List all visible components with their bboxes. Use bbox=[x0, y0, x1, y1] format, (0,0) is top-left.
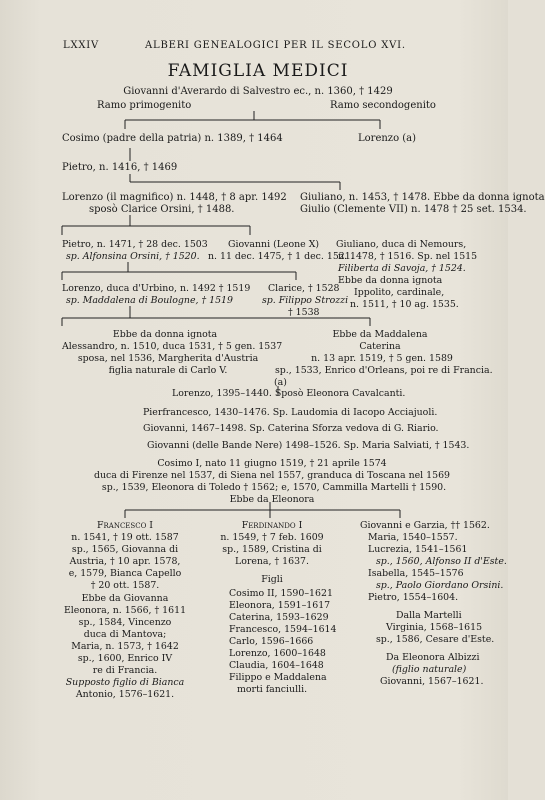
francesco-line10: duca di Mantova; bbox=[83, 629, 167, 640]
caterina-line4: sp., 1533, Enrico d'Orleans, poi re di Francia. bbox=[275, 365, 493, 376]
others-line10: sp., 1586, Cesare d'Este. bbox=[376, 634, 495, 645]
alessandro-line1: Ebbe da donna ignota bbox=[112, 329, 218, 340]
cosimo-i-line3: sp., 1539, Eleonora di Toledo † 1562; e, 1570, Cammilla Martelli † 1590. bbox=[101, 482, 447, 493]
alessandro-line4: figlia naturale di Carlo V. bbox=[108, 365, 228, 376]
others-line7: Pietro, 1554–1604. bbox=[368, 592, 459, 603]
nemours-line6: n. 1511, † 10 ag. 1535. bbox=[350, 299, 459, 310]
francesco-line7: Ebbe da Giovanna bbox=[81, 593, 169, 604]
lorenzo-a: Lorenzo (a) bbox=[358, 133, 417, 144]
piero-unfortunate-line1: Pietro, n. 1471, † 28 dec. 1503 bbox=[62, 239, 208, 250]
francesco-line6: † 20 ott. 1587. bbox=[90, 580, 160, 591]
ferdinando-line8: Caterina, 1593–1629 bbox=[229, 612, 329, 623]
others-line3: Lucrezia, 1541–1561 bbox=[368, 544, 468, 555]
caterina-line1: Ebbe da Maddalena bbox=[332, 329, 428, 340]
lorenzo-magnifico-line1: Lorenzo (il magnifico) n. 1448, † 8 apr. 1492 bbox=[62, 192, 287, 203]
ferdinando-line9: Francesco, 1594–1614 bbox=[229, 624, 337, 635]
ferdinando-line7: Eleonora, 1591–1617 bbox=[229, 600, 331, 611]
francesco-line1: Francesco I bbox=[97, 520, 153, 531]
nemours-line1: Giuliano, duca di Nemours, bbox=[336, 239, 467, 250]
ferdinando-line11: Lorenzo, 1600–1648 bbox=[229, 648, 326, 659]
others-line5: Isabella, 1545–1576 bbox=[368, 568, 464, 579]
others-line11: Da Eleonora Albizzi bbox=[386, 652, 480, 663]
nemours-line4: Ebbe da donna ignota bbox=[338, 275, 443, 286]
francesco-line8: Eleonora, n. 1566, † 1611 bbox=[63, 605, 187, 616]
branch-primary: Ramo primogenito bbox=[97, 100, 192, 111]
lorenzo-urbino-line1: Lorenzo, duca d'Urbino, n. 1492 † 1519 bbox=[62, 283, 251, 294]
root-ancestor: Giovanni d'Averardo di Salvestro ec., n. 1360, † 1429 bbox=[123, 86, 393, 97]
caterina-line3: n. 13 apr. 1519, † 5 gen. 1589 bbox=[311, 353, 453, 364]
giuliano-line2: Giulio (Clemente VII) n. 1478 † 25 set. 1534. bbox=[300, 204, 527, 215]
nemours-line3: Filiberta di Savoja, † 1524. bbox=[338, 263, 466, 274]
nemours-line5: Ippolito, cardinale, bbox=[354, 287, 445, 298]
secondary-line1: Lorenzo, 1395–1440. Sposò Eleonora Cavalcanti. bbox=[172, 388, 406, 399]
page-title: FAMIGLIA MEDICI bbox=[167, 61, 349, 81]
piero-gouty: Pietro, n. 1416, † 1469 bbox=[62, 162, 178, 173]
nemours-line2: n. 1478, † 1516. Sp. nel 1515 bbox=[338, 251, 478, 262]
clarice-line3: † 1538 bbox=[288, 307, 320, 318]
others-line12: (figlio naturale) bbox=[392, 664, 467, 675]
cosimo-i-line1: Cosimo I, nato 11 giugno 1519, † 21 aprile 1574 bbox=[157, 458, 387, 469]
piero-unfortunate-line2: sp. Alfonsina Orsini, † 1520. bbox=[66, 251, 200, 262]
francesco-line14: Supposto figlio di Bianca bbox=[65, 677, 185, 688]
lorenzo-magnifico-line2: sposò Clarice Orsini, † 1488. bbox=[89, 204, 235, 215]
secondary-line3: Giovanni, 1467–1498. Sp. Caterina Sforza vedova di G. Riario. bbox=[143, 423, 439, 434]
secondary-line2: Pierfrancesco, 1430–1476. Sp. Laudomia di Iacopo Acciajuoli. bbox=[143, 407, 438, 418]
ferdinando-line4: Lorena, † 1637. bbox=[235, 556, 309, 567]
others-line6: sp., Paolo Giordano Orsini. bbox=[376, 580, 504, 591]
cosimo-i-line2: duca di Firenze nel 1537, di Siena nel 1557, granduca di Toscana nel 1569 bbox=[94, 470, 450, 481]
francesco-line2: n. 1541, † 19 ott. 1587 bbox=[71, 532, 179, 543]
ferdinando-line12: Claudia, 1604–1648 bbox=[229, 660, 324, 671]
clarice-line2: sp. Filippo Strozzi bbox=[262, 295, 349, 306]
alessandro-line3: sposa, nel 1536, Margherita d'Austria bbox=[77, 353, 259, 364]
others-line4: sp., 1560, Alfonso II d'Este. bbox=[376, 556, 507, 567]
others-line1: Giovanni e Garzia, †† 1562. bbox=[360, 520, 490, 531]
lorenzo-urbino-line2: sp. Maddalena di Boulogne, † 1519 bbox=[66, 295, 233, 306]
ferdinando-line14: morti fanciulli. bbox=[236, 684, 308, 695]
ferdinando-line13: Filippo e Maddalena bbox=[229, 672, 327, 683]
secondary-marker: (a) bbox=[274, 377, 287, 388]
francesco-line12: sp., 1600, Enrico IV bbox=[77, 653, 173, 664]
caterina-line2: Caterina bbox=[359, 341, 401, 352]
francesco-line5: e, 1579, Bianca Capello bbox=[68, 568, 182, 579]
branch-secondary: Ramo secondogenito bbox=[330, 100, 436, 111]
leone-x-line2: n. 11 dec. 1475, † 1 dec. 1521. bbox=[208, 251, 354, 262]
leone-x-line1: Giovanni (Leone X) bbox=[228, 239, 320, 250]
ferdinando-line2: n. 1549, † 7 feb. 1609 bbox=[220, 532, 324, 543]
running-title: ALBERI GENEALOGICI PER IL SECOLO XVI. bbox=[145, 40, 406, 51]
others-line8: Dalla Martelli bbox=[396, 610, 462, 621]
cosimo-i-line4: Ebbe da Eleonora bbox=[229, 494, 315, 505]
giuliano-line1: Giuliano, n. 1453, † 1478. Ebbe da donna ignota bbox=[300, 192, 545, 203]
page-number: LXXIV bbox=[63, 40, 100, 51]
others-line13: Giovanni, 1567–1621. bbox=[380, 676, 484, 687]
francesco-line13: re di Francia. bbox=[92, 665, 158, 676]
ferdinando-line3: sp., 1589, Cristina di bbox=[222, 544, 322, 555]
ferdinando-line5: Figli bbox=[261, 574, 283, 585]
others-line2: Maria, 1540–1557. bbox=[368, 532, 458, 543]
alessandro-line2: Alessandro, n. 1510, duca 1531, † 5 gen. 1537 bbox=[62, 341, 283, 352]
francesco-line11: Maria, n. 1573, † 1642 bbox=[71, 641, 179, 652]
francesco-line4: Austria, † 10 apr. 1578, bbox=[69, 556, 181, 567]
secondary-line4: Giovanni (delle Bande Nere) 1498–1526. Sp. Maria Salviati, † 1543. bbox=[147, 440, 470, 451]
clarice-line1: Clarice, † 1528 bbox=[268, 283, 340, 294]
ferdinando-line6: Cosimo II, 1590–1621 bbox=[229, 588, 333, 599]
francesco-line9: sp., 1584, Vincenzo bbox=[78, 617, 172, 628]
ferdinando-line1: Ferdinando I bbox=[241, 520, 303, 531]
francesco-line3: sp., 1565, Giovanna di bbox=[71, 544, 179, 555]
others-line9: Virginia, 1568–1615 bbox=[386, 622, 483, 633]
cosimo-elder: Cosimo (padre della patria) n. 1389, † 1464 bbox=[62, 133, 283, 144]
ferdinando-line10: Carlo, 1596–1666 bbox=[229, 636, 314, 647]
francesco-line15: Antonio, 1576–1621. bbox=[75, 689, 175, 700]
